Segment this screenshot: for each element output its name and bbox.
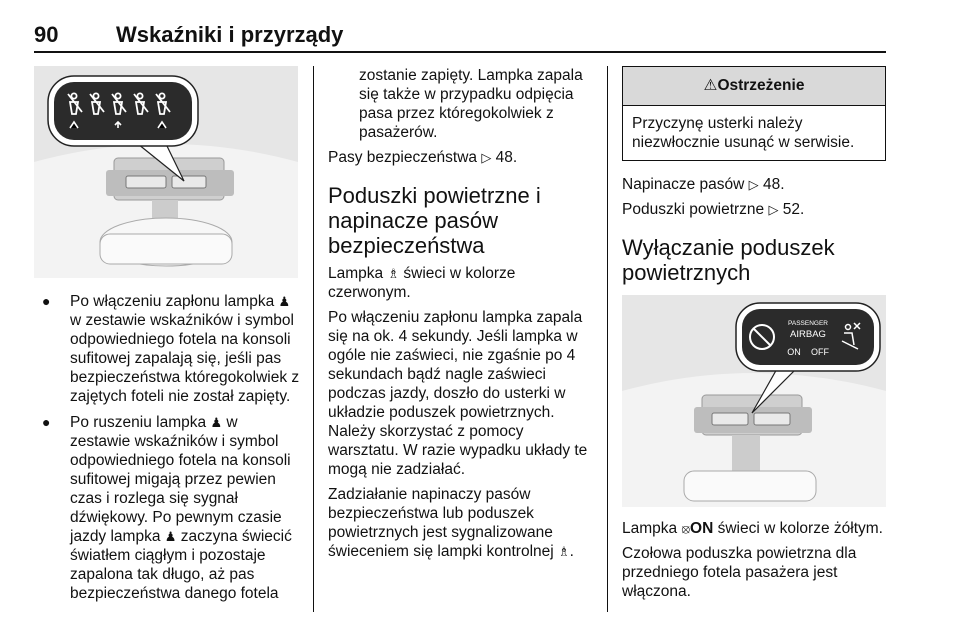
seatbelt-reminder-icon: ♟ bbox=[278, 294, 291, 309]
warning-triangle-icon: ⚠ bbox=[703, 77, 718, 94]
warning-title: Ostrzeżenie bbox=[717, 77, 805, 94]
text: zaczyna świecić światłem ciągłym i pozostaje zapalona tak długo, aż pas bezpieczeństwa danego fotela bbox=[70, 528, 292, 602]
paragraph: Zadziałanie napinaczy pasów bezpieczeństwa lub poduszek powietrznych jest sygnalizowane świeceniem się lampki kontrolnej ♗. bbox=[328, 486, 574, 560]
page-ref-icon: ▷ bbox=[768, 202, 779, 217]
chapter-title: Wskaźniki i przyrządy bbox=[116, 22, 344, 47]
text: Po włączeniu zapłonu lampka bbox=[70, 293, 279, 310]
warning-body: Przyczynę usterki należy niezwłocznie usunąć w serwisie. bbox=[632, 115, 855, 151]
airbag-console-illustration bbox=[622, 295, 886, 507]
cross-reference: Napinacze pasów ▷ 48. bbox=[622, 176, 785, 193]
section-heading: Wyłączanie poduszek powietrznych bbox=[622, 235, 835, 285]
figure-label-on: ON bbox=[787, 347, 801, 357]
warning-box bbox=[622, 66, 886, 161]
paragraph: Lampka ⦻ON świeci w kolorze żółtym. bbox=[622, 520, 883, 537]
seatbelt-bullet-list bbox=[34, 292, 300, 603]
text: Po ruszeniu lampka bbox=[70, 414, 211, 431]
paragraph: Po włączeniu zapłonu lampka zapala się na ok. 4 sekundy. Jeśli lampka w ogóle nie zaświeci, nie zgaśnie po 4 sekundach bądź nagle zaświeci podczas jazdy, doszło do usterki w układzie poduszek powietrznych. Należy skorzystać z pomocy warsztatu. W razie wypadku układy te mogą nie zadziałać. bbox=[328, 309, 588, 478]
column-divider bbox=[313, 66, 314, 612]
page-ref-icon: ▷ bbox=[481, 150, 492, 165]
figure-label-airbag: AIRBAG bbox=[790, 329, 826, 340]
page-number: 90 bbox=[34, 22, 59, 47]
seatbelt-console-illustration bbox=[34, 66, 298, 278]
bullet-dot-icon: ● bbox=[42, 414, 51, 430]
airbag-console-figure bbox=[622, 295, 886, 507]
airbag-icon: ♗ bbox=[558, 544, 570, 559]
list-item bbox=[34, 292, 300, 406]
paragraph: Lampka ♗ świeci w kolorze czerwonym. bbox=[328, 265, 516, 301]
airbag-off-icon: ⦻ bbox=[681, 521, 691, 536]
page-header bbox=[0, 0, 960, 60]
text: w zestawie wskaźników i symbol odpowiedniego fotela na konsoli sufitowej migają przez pewien czas i rozlega się sygnał dźwiękowy. Po pewnym czasie jazdy lampka bbox=[70, 414, 291, 545]
cross-reference: Pasy bezpieczeństwa ▷ 48. bbox=[328, 149, 518, 166]
section-heading: Poduszki powietrzne i napinacze pasów bezpieczeństwa bbox=[328, 183, 541, 258]
column-middle bbox=[328, 66, 594, 567]
seatbelt-reminder-icon: ♟ bbox=[210, 415, 223, 430]
page-ref-icon: ▷ bbox=[748, 177, 759, 192]
figure-label-off: OFF bbox=[811, 347, 829, 357]
seatbelt-console-figure bbox=[34, 66, 298, 278]
cross-reference: Poduszki powietrzne ▷ 52. bbox=[622, 201, 805, 218]
column-right bbox=[622, 66, 886, 607]
column-divider bbox=[607, 66, 608, 612]
list-item bbox=[34, 413, 300, 603]
column-left bbox=[34, 66, 300, 610]
warning-header bbox=[623, 67, 885, 106]
continuation-text: zostanie zapięty. Lampka zapala się także w przypadku odpięcia pasa przez któregokolwiek z pasażerów. bbox=[359, 67, 583, 141]
header-rule bbox=[34, 51, 886, 53]
airbag-icon: ♗ bbox=[387, 266, 400, 281]
bullet-dot-icon: ● bbox=[42, 293, 51, 309]
paragraph: Czołowa poduszka powietrzna dla przedniego fotela pasażera jest włączona. bbox=[622, 545, 857, 600]
on-label: ON bbox=[690, 520, 714, 537]
seatbelt-reminder-icon: ♟ bbox=[164, 529, 177, 544]
text: w zestawie wskaźników i symbol odpowiedniego fotela na konsoli sufitowej zapalają się, jeśli pas bezpieczeństwa któregokolwiek z zajętych foteli nie został zapięty. bbox=[70, 312, 300, 405]
figure-label-passenger: PASSENGER bbox=[788, 320, 828, 327]
